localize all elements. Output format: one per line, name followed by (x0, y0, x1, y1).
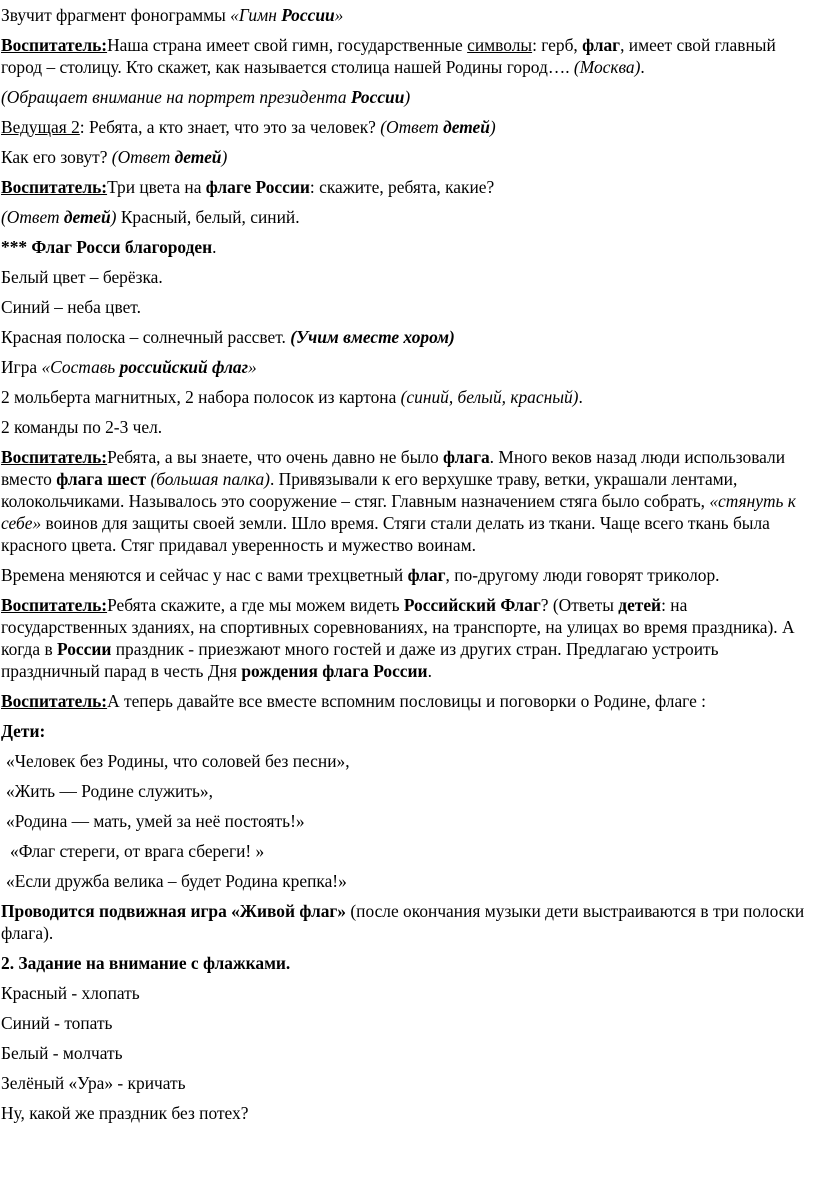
paragraph-name-question: Как его зовут? (Ответ детей) (1, 147, 228, 167)
speaker-label: Воспитатель: (1, 595, 108, 615)
task-line: Синий - топать (1, 1013, 113, 1033)
paragraph-answer-colors: (Ответ детей) Красный, белый, синий. (1, 207, 300, 227)
closing-line: Ну, какой же праздник без потех? (1, 1103, 249, 1123)
speaker-label: Воспитатель: (1, 177, 108, 197)
proverb-line: «Жить — Родине служить», (6, 781, 213, 801)
paragraph-live-flag-game: Проводится подвижная игра «Живой флаг» (после окончания музыки дети выстраиваются в три полоски флага). (1, 901, 805, 943)
poem-line: Белый цвет – берёзка. (1, 267, 163, 287)
task-line: Белый - молчать (1, 1043, 123, 1063)
proverb-line: «Родина — мать, умей за неё постоять!» (6, 811, 305, 831)
paragraph-proverbs-intro: Воспитатель:А теперь давайте все вместе вспомним пословицы и поговорки о Родине, флаге : (1, 691, 706, 711)
task-line: Зелёный «Ура» - кричать (1, 1073, 186, 1093)
paragraph-flag-history: Воспитатель:Ребята, а вы знаете, что очень давно не было флага. Много веков назад люди использовали вместо флага шест (большая палка). Привязывали к его верхушке траву, ветки, украшали лентами, колокольчиками. Называлось это сооружение – стяг. Главным назначением стяга было собрать, «стянуть к себе» воинов для защиты своей земли. Шло время. Стяги стали делать из ткани. Чаще всего ткань была красного цвета. Стяг придавал уверенность и мужество воинам. (1, 447, 796, 555)
paragraph-host-question: Ведущая 2: Ребята, а кто знает, что это за человек? (Ответ детей) (1, 117, 496, 137)
paragraph-where-flag: Воспитатель:Ребята скажите, а где мы можем видеть Российский Флаг? (Ответы детей: на государственных зданиях, на спортивных соревнованиях, на транспорте, на улицах во время праздника). А когда в России праздник - приезжают много гостей и даже из других стран. Предлагаю устроить праздничный парад в честь Дня рождения флага России. (1, 595, 795, 681)
proverb-line: «Человек без Родины, что соловей без песни», (6, 751, 350, 771)
proverb-line: «Флаг стереги, от врага сбереги! » (10, 841, 265, 861)
paragraph-teams: 2 команды по 2-3 чел. (1, 417, 163, 437)
paragraph-three-colors: Воспитатель:Три цвета на флаге России: скажите, ребята, какие? (1, 177, 495, 197)
paragraph-equipment: 2 мольберта магнитных, 2 набора полосок из картона (синий, белый, красный). (1, 387, 583, 407)
paragraph-game-title: Игра «Составь российский флаг» (1, 357, 257, 377)
poem-line: Синий – неба цвет. (1, 297, 141, 317)
paragraph-portrait: (Обращает внимание на портрет президента России) (1, 87, 411, 107)
task-line: Красный - хлопать (1, 983, 140, 1003)
paragraph-tricolor: Времена меняются и сейчас у нас с вами трехцветный флаг, по-другому люди говорят триколор. (1, 565, 720, 585)
speaker-label: Воспитатель: (1, 447, 108, 467)
proverb-line: «Если дружба велика – будет Родина крепка!» (6, 871, 347, 891)
paragraph-intro: Звучит фрагмент фонограммы «Гимн России» (1, 5, 344, 25)
paragraph-poem-title: *** Флаг Росси благороден. (1, 237, 217, 257)
paragraph-anthem: Воспитатель:Наша страна имеет свой гимн, государственные символы: герб, флаг, имеет свой главный город – столицу. Кто скажет, как называется столица нашей Родины город…. (Москва). (1, 35, 776, 77)
speaker-label: Воспитатель: (1, 691, 108, 711)
poem-line: Красная полоска – солнечный рассвет. (Учим вместе хором) (1, 327, 455, 347)
task-heading: 2. Задание на внимание с флажками. (1, 953, 291, 973)
speaker-label: Ведущая 2 (1, 117, 80, 137)
children-label: Дети: (1, 721, 46, 741)
speaker-label: Воспитатель: (1, 35, 108, 55)
